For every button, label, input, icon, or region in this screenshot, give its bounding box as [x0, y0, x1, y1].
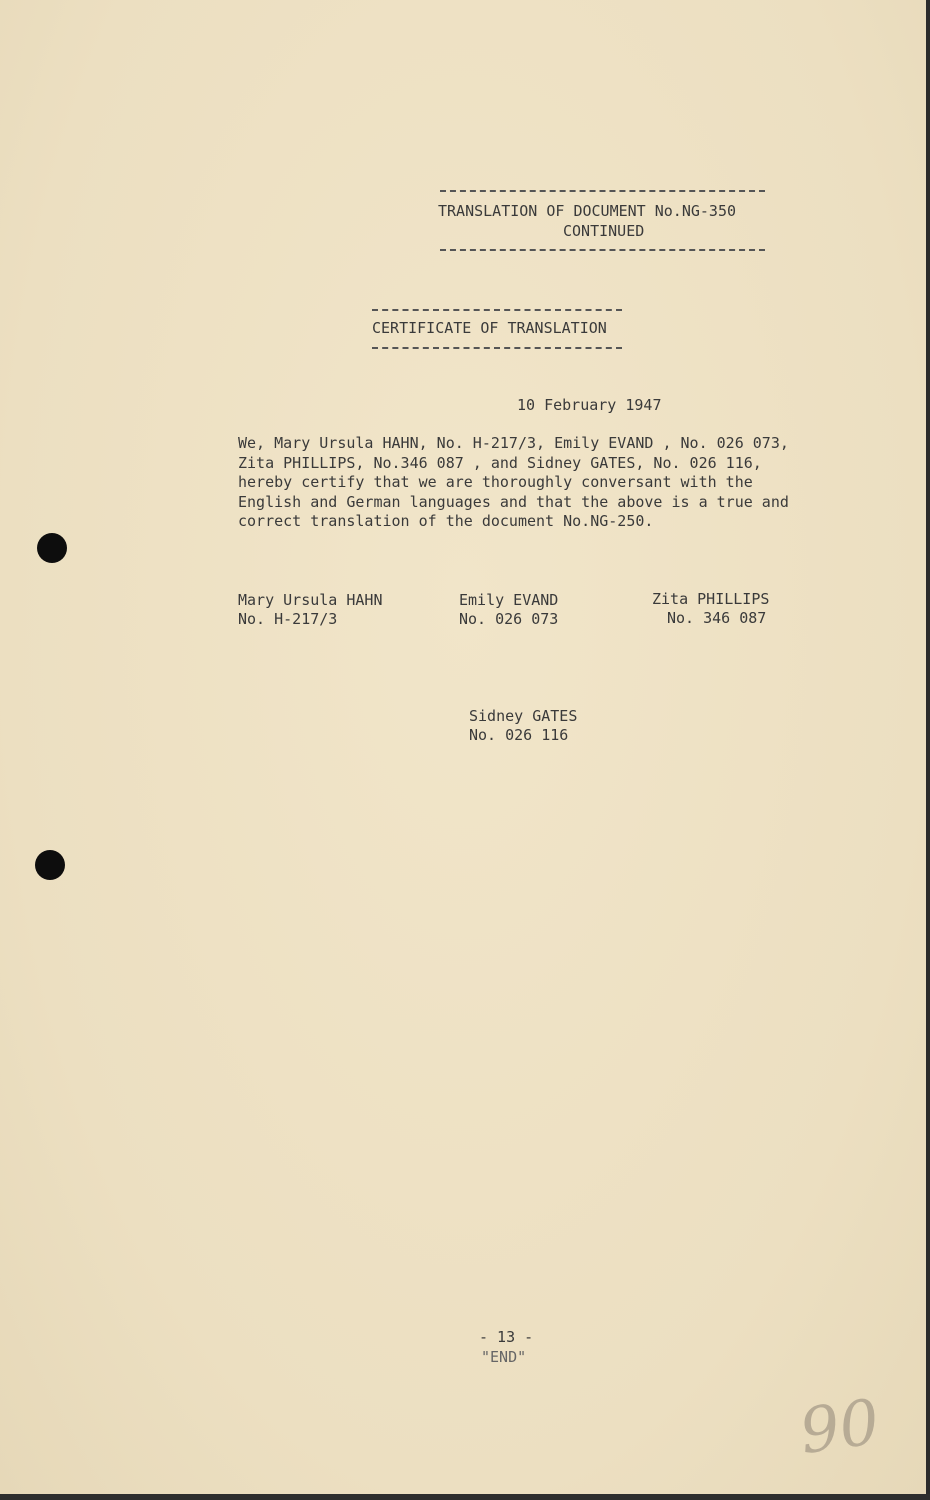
end-marker: "END" [481, 1348, 527, 1366]
signature-name-gates: Sidney GATES [469, 707, 578, 725]
signature-name-evand: Emily EVAND [459, 591, 559, 609]
certificate-date: 10 February 1947 [517, 396, 662, 414]
punch-hole-top [37, 533, 67, 563]
signature-name-phillips: Zita PHILLIPS [652, 590, 770, 608]
signature-number-hahn: No. H-217/3 [238, 610, 338, 628]
header-rule-bottom [440, 249, 765, 251]
signature-number-phillips: No. 346 087 [667, 609, 767, 627]
body-line: correct translation of the document No.NG-250. [238, 512, 654, 530]
signature-number-evand: No. 026 073 [459, 610, 559, 628]
certificate-body [238, 434, 828, 532]
punch-hole-bottom [35, 850, 65, 880]
page-number: - 13 - [479, 1328, 534, 1346]
signature-name-hahn: Mary Ursula HAHN [238, 591, 383, 609]
certificate-rule-top [372, 309, 622, 311]
header-title: TRANSLATION OF DOCUMENT No.NG-350 [438, 202, 737, 220]
scan-edge-bottom [0, 1494, 930, 1500]
body-line: Zita PHILLIPS, No.346 087 , and Sidney GATES, No. 026 116, [238, 453, 762, 472]
certificate-rule-bottom [372, 347, 622, 349]
header-continued: CONTINUED [563, 222, 645, 240]
signature-number-gates: No. 026 116 [469, 726, 569, 744]
handwritten-page-number: 90 [795, 1384, 884, 1469]
body-line: hereby certify that we are thoroughly conversant with the [238, 473, 753, 491]
certificate-title: CERTIFICATE OF TRANSLATION [372, 319, 607, 337]
scan-edge-right [926, 0, 930, 1500]
body-line: English and German languages and that the above is a true and [238, 492, 789, 511]
body-line: We, Mary Ursula HAHN, No. H-217/3, Emily EVAND , No. 026 073, [238, 434, 789, 452]
header-rule-top [440, 190, 765, 192]
